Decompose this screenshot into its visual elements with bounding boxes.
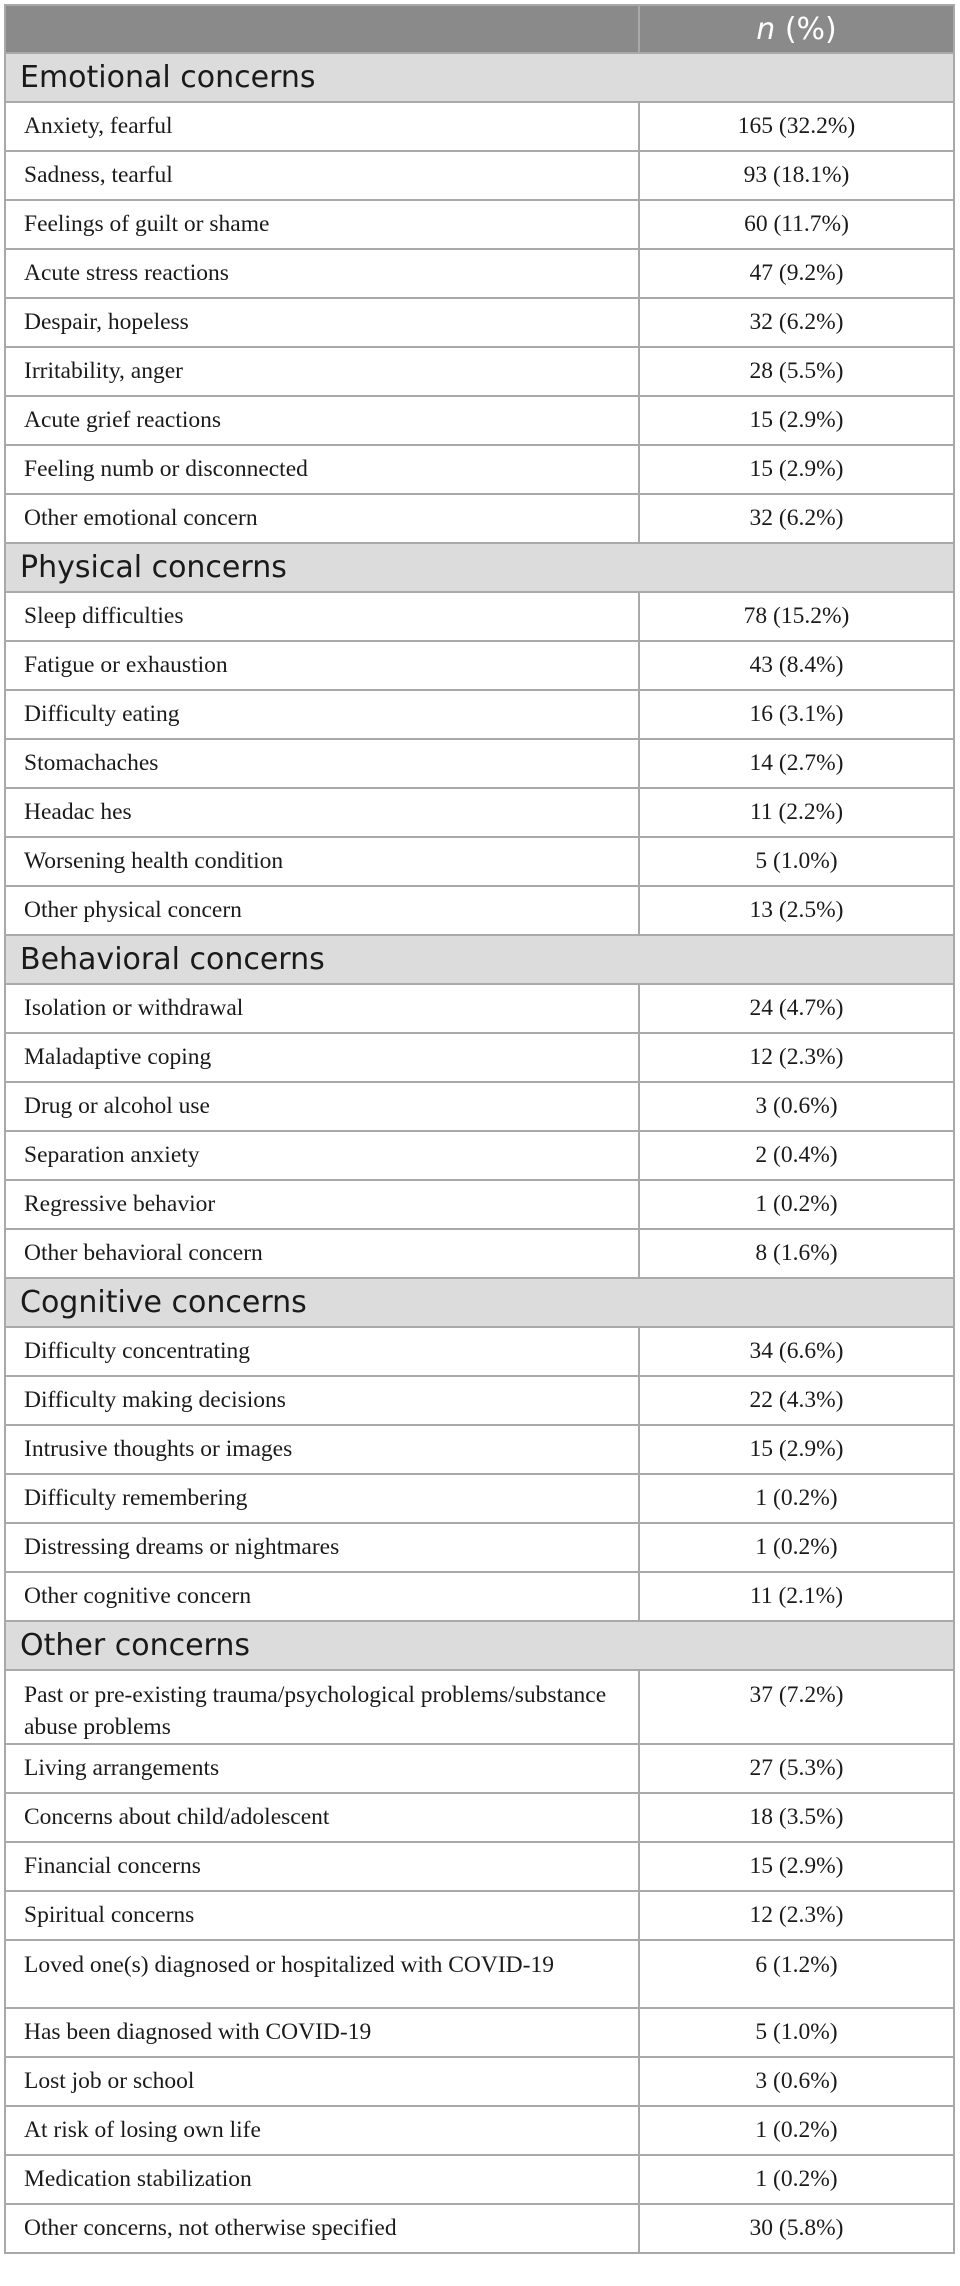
concern-label: At risk of losing own life bbox=[5, 2106, 639, 2155]
table-row bbox=[5, 1940, 954, 2008]
concern-count: 12 (2.3%) bbox=[639, 1033, 954, 1082]
concern-count: 60 (11.7%) bbox=[639, 200, 954, 249]
table-row bbox=[5, 396, 954, 445]
concern-label: Spiritual concerns bbox=[5, 1891, 639, 1940]
concern-count: 14 (2.7%) bbox=[639, 739, 954, 788]
concern-label: Other physical concern bbox=[5, 886, 639, 935]
concern-count: 6 (1.2%) bbox=[639, 1940, 954, 2008]
table-row bbox=[5, 739, 954, 788]
table-row bbox=[5, 200, 954, 249]
concern-label: Other behavioral concern bbox=[5, 1229, 639, 1278]
concern-label: Feelings of guilt or shame bbox=[5, 200, 639, 249]
concern-count: 15 (2.9%) bbox=[639, 445, 954, 494]
table-row bbox=[5, 102, 954, 151]
table-row bbox=[5, 1229, 954, 1278]
concern-count: 2 (0.4%) bbox=[639, 1131, 954, 1180]
table-row bbox=[5, 2008, 954, 2057]
concern-count: 3 (0.6%) bbox=[639, 2057, 954, 2106]
concern-label: Difficulty remembering bbox=[5, 1474, 639, 1523]
concern-count: 18 (3.5%) bbox=[639, 1793, 954, 1842]
concern-label: Lost job or school bbox=[5, 2057, 639, 2106]
concern-count: 1 (0.2%) bbox=[639, 1180, 954, 1229]
section-title: Emotional concerns bbox=[5, 53, 954, 102]
concern-label: Intrusive thoughts or images bbox=[5, 1425, 639, 1474]
concern-label: Medication stabilization bbox=[5, 2155, 639, 2204]
table-row bbox=[5, 788, 954, 837]
table-row bbox=[5, 1082, 954, 1131]
concern-count: 15 (2.9%) bbox=[639, 1842, 954, 1891]
concern-label: Living arrangements bbox=[5, 1744, 639, 1793]
table-row bbox=[5, 249, 954, 298]
table-row bbox=[5, 886, 954, 935]
table-row bbox=[5, 1474, 954, 1523]
table-row bbox=[5, 2057, 954, 2106]
concern-label: Regressive behavior bbox=[5, 1180, 639, 1229]
concern-count: 12 (2.3%) bbox=[639, 1891, 954, 1940]
header-count-cell bbox=[639, 5, 954, 53]
concern-label: Financial concerns bbox=[5, 1842, 639, 1891]
concern-label: Other emotional concern bbox=[5, 494, 639, 543]
section-title: Physical concerns bbox=[5, 543, 954, 592]
concern-count: 1 (0.2%) bbox=[639, 2106, 954, 2155]
concern-label: Other cognitive concern bbox=[5, 1572, 639, 1621]
concern-count: 15 (2.9%) bbox=[639, 1425, 954, 1474]
table-row bbox=[5, 1376, 954, 1425]
concern-count: 1 (0.2%) bbox=[639, 1474, 954, 1523]
section-title: Other concerns bbox=[5, 1621, 954, 1670]
concern-count: 3 (0.6%) bbox=[639, 1082, 954, 1131]
table-row bbox=[5, 1670, 954, 1744]
table-row bbox=[5, 1523, 954, 1572]
concern-count: 32 (6.2%) bbox=[639, 494, 954, 543]
table-row bbox=[5, 1033, 954, 1082]
concern-count: 27 (5.3%) bbox=[639, 1744, 954, 1793]
concern-label: Maladaptive coping bbox=[5, 1033, 639, 1082]
concern-label: Despair, hopeless bbox=[5, 298, 639, 347]
concern-label: Distressing dreams or nightmares bbox=[5, 1523, 639, 1572]
section-header-row bbox=[5, 1621, 954, 1670]
table-row bbox=[5, 1793, 954, 1842]
concern-label: Anxiety, fearful bbox=[5, 102, 639, 151]
concern-count: 5 (1.0%) bbox=[639, 837, 954, 886]
concern-count: 8 (1.6%) bbox=[639, 1229, 954, 1278]
table-row bbox=[5, 2204, 954, 2253]
table-row bbox=[5, 984, 954, 1033]
table-row bbox=[5, 2106, 954, 2155]
concern-label: Sleep difficulties bbox=[5, 592, 639, 641]
table-row bbox=[5, 1131, 954, 1180]
concern-label: Irritability, anger bbox=[5, 347, 639, 396]
table-row bbox=[5, 2155, 954, 2204]
header-label-cell bbox=[5, 5, 639, 53]
table-row bbox=[5, 298, 954, 347]
concern-label: Past or pre-existing trauma/psychological problems/substance abuse problems bbox=[5, 1670, 639, 1744]
table-header-row bbox=[5, 5, 954, 53]
concern-count: 30 (5.8%) bbox=[639, 2204, 954, 2253]
concern-count: 93 (18.1%) bbox=[639, 151, 954, 200]
concern-label: Concerns about child/adolescent bbox=[5, 1793, 639, 1842]
concern-label: Drug or alcohol use bbox=[5, 1082, 639, 1131]
concern-label: Acute stress reactions bbox=[5, 249, 639, 298]
table-row bbox=[5, 641, 954, 690]
concern-label: Sadness, tearful bbox=[5, 151, 639, 200]
header-n-label: n bbox=[756, 11, 776, 47]
concern-count: 34 (6.6%) bbox=[639, 1327, 954, 1376]
section-title: Cognitive concerns bbox=[5, 1278, 954, 1327]
table-row bbox=[5, 445, 954, 494]
concern-count: 24 (4.7%) bbox=[639, 984, 954, 1033]
concern-count: 11 (2.1%) bbox=[639, 1572, 954, 1621]
concern-label: Fatigue or exhaustion bbox=[5, 641, 639, 690]
concern-label: Acute grief reactions bbox=[5, 396, 639, 445]
concern-label: Difficulty eating bbox=[5, 690, 639, 739]
concern-count: 165 (32.2%) bbox=[639, 102, 954, 151]
concern-label: Worsening health condition bbox=[5, 837, 639, 886]
table-row bbox=[5, 151, 954, 200]
concern-label: Headac hes bbox=[5, 788, 639, 837]
table-row bbox=[5, 1744, 954, 1793]
concern-label: Difficulty concentrating bbox=[5, 1327, 639, 1376]
concern-label: Has been diagnosed with COVID-19 bbox=[5, 2008, 639, 2057]
concern-count: 16 (3.1%) bbox=[639, 690, 954, 739]
concern-count: 43 (8.4%) bbox=[639, 641, 954, 690]
concern-count: 28 (5.5%) bbox=[639, 347, 954, 396]
table-row bbox=[5, 1425, 954, 1474]
table-row bbox=[5, 690, 954, 739]
table-row bbox=[5, 494, 954, 543]
section-header-row bbox=[5, 935, 954, 984]
section-header-row bbox=[5, 1278, 954, 1327]
concern-count: 1 (0.2%) bbox=[639, 2155, 954, 2204]
concern-count: 1 (0.2%) bbox=[639, 1523, 954, 1572]
concern-count: 11 (2.2%) bbox=[639, 788, 954, 837]
concern-count: 47 (9.2%) bbox=[639, 249, 954, 298]
concern-label: Difficulty making decisions bbox=[5, 1376, 639, 1425]
table-row bbox=[5, 1327, 954, 1376]
concern-count: 22 (4.3%) bbox=[639, 1376, 954, 1425]
table-row bbox=[5, 837, 954, 886]
concern-label: Stomachaches bbox=[5, 739, 639, 788]
concern-count: 13 (2.5%) bbox=[639, 886, 954, 935]
concern-label: Other concerns, not otherwise specified bbox=[5, 2204, 639, 2253]
concern-count: 78 (15.2%) bbox=[639, 592, 954, 641]
table-row bbox=[5, 592, 954, 641]
concern-count: 15 (2.9%) bbox=[639, 396, 954, 445]
concern-label: Feeling numb or disconnected bbox=[5, 445, 639, 494]
concerns-table bbox=[4, 4, 955, 2254]
section-title: Behavioral concerns bbox=[5, 935, 954, 984]
concern-label: Loved one(s) diagnosed or hospitalized with COVID-19 bbox=[5, 1940, 639, 2008]
concern-count: 32 (6.2%) bbox=[639, 298, 954, 347]
section-header-row bbox=[5, 53, 954, 102]
concern-count: 5 (1.0%) bbox=[639, 2008, 954, 2057]
concern-count: 37 (7.2%) bbox=[639, 1670, 954, 1744]
concern-label: Separation anxiety bbox=[5, 1131, 639, 1180]
table-row bbox=[5, 1842, 954, 1891]
table-row bbox=[5, 1572, 954, 1621]
table-row bbox=[5, 1891, 954, 1940]
section-header-row bbox=[5, 543, 954, 592]
header-percent-label: (%) bbox=[775, 11, 837, 47]
table-row bbox=[5, 1180, 954, 1229]
table-body bbox=[5, 53, 954, 2253]
concern-label: Isolation or withdrawal bbox=[5, 984, 639, 1033]
table-row bbox=[5, 347, 954, 396]
